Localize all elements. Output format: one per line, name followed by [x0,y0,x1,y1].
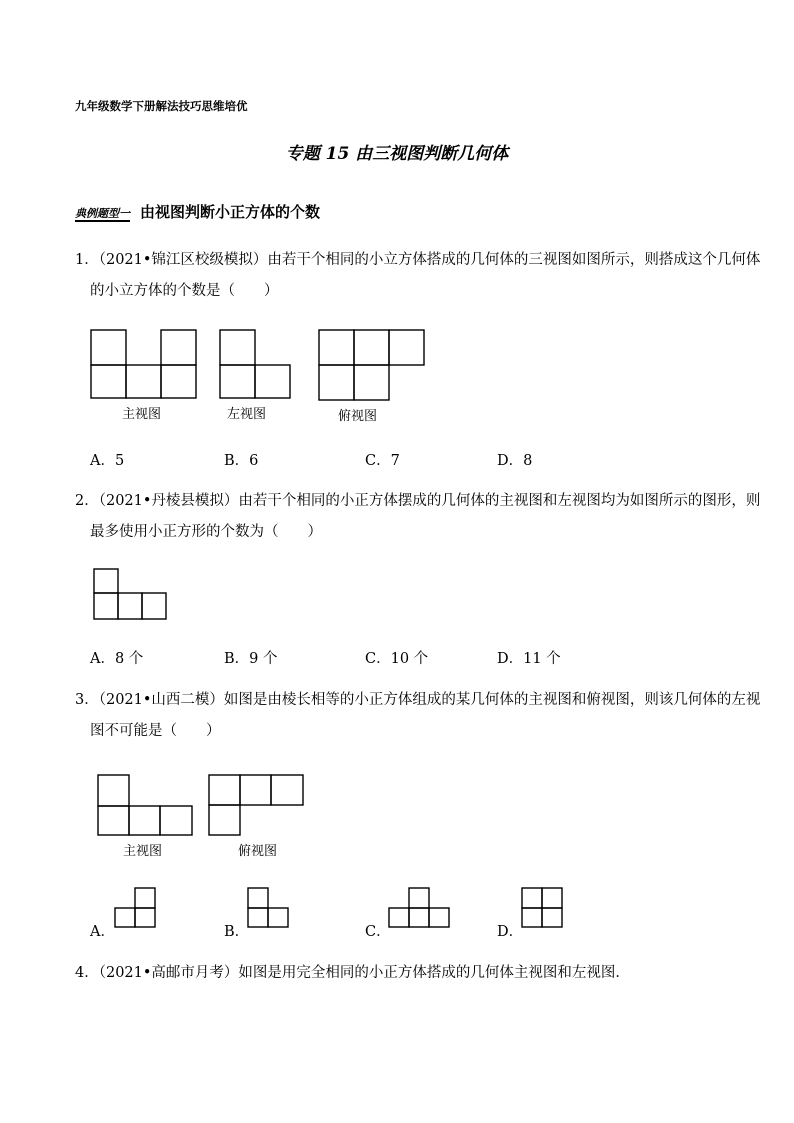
section-label: 由视图判断小正方体的个数 [140,203,321,221]
q3-option-c: C． [365,924,391,940]
q3-option-d: D． [497,924,524,940]
q2-option-c: C．10 个 [365,651,429,667]
q1-option-b: B．6 [224,453,259,469]
q3-front-view [98,775,192,835]
q1-caption-front: 主视图 [122,407,162,422]
q3-option-a-figure [115,888,155,927]
q3-option-a: A． [90,924,115,940]
question-4-line-1: 4．（2021•高邮市月考）如图是用完全相同的小正方体搭成的几何体主视图和左视图． [75,965,630,981]
q3-caption-top: 俯视图 [238,844,278,859]
page-title: 专题 15 由三视图判断几何体 [285,144,509,164]
q1-front-view [91,330,196,398]
question-1-line-2: 的小立方体的个数是（ ） [90,283,279,299]
question-3-line-2: 图不可能是（ ） [90,723,221,739]
q1-caption-left: 左视图 [227,407,267,422]
q3-option-b-figure [248,888,288,927]
section-tag: 典例题型一 [75,207,130,220]
q3-option-c-figure [389,888,449,927]
question-2-line-1: 2．（2021•丹棱县模拟）由若干个相同的小正方体摆成的几何体的主视图和左视图均为如图所示的图形，则 [75,493,761,509]
q3-caption-front: 主视图 [123,844,163,859]
q2-option-b: B．9 个 [224,651,278,667]
question-3-line-1: 3．（2021•山西二模）如图是由棱长相等的小正方体组成的某几何体的主视图和俯视图，则该几何体的左视 [75,692,761,708]
q3-option-d-figure [522,888,562,927]
q1-option-c: C．7 [365,453,400,469]
q1-top-view [319,330,424,400]
q3-option-b: B． [224,924,250,940]
question-2-line-2: 最多使用小正方形的个数为（ ） [90,524,322,540]
q2-option-a: A．8 个 [90,651,144,667]
question-1-line-1: 1．（2021•锦江区校级模拟）由若干个相同的小立方体搭成的几何体的三视图如图所示，则搭成这个几何体 [75,252,761,268]
q2-figure [94,569,166,619]
page-header: 九年级数学下册解法技巧思维培优 [75,99,248,113]
q3-top-view [209,775,303,835]
q1-caption-top: 俯视图 [338,409,378,424]
q1-option-d: D．8 [497,453,533,469]
q1-option-a: A．5 [90,453,125,469]
q2-option-d: D．11 个 [497,651,561,667]
q1-left-view [220,330,290,398]
